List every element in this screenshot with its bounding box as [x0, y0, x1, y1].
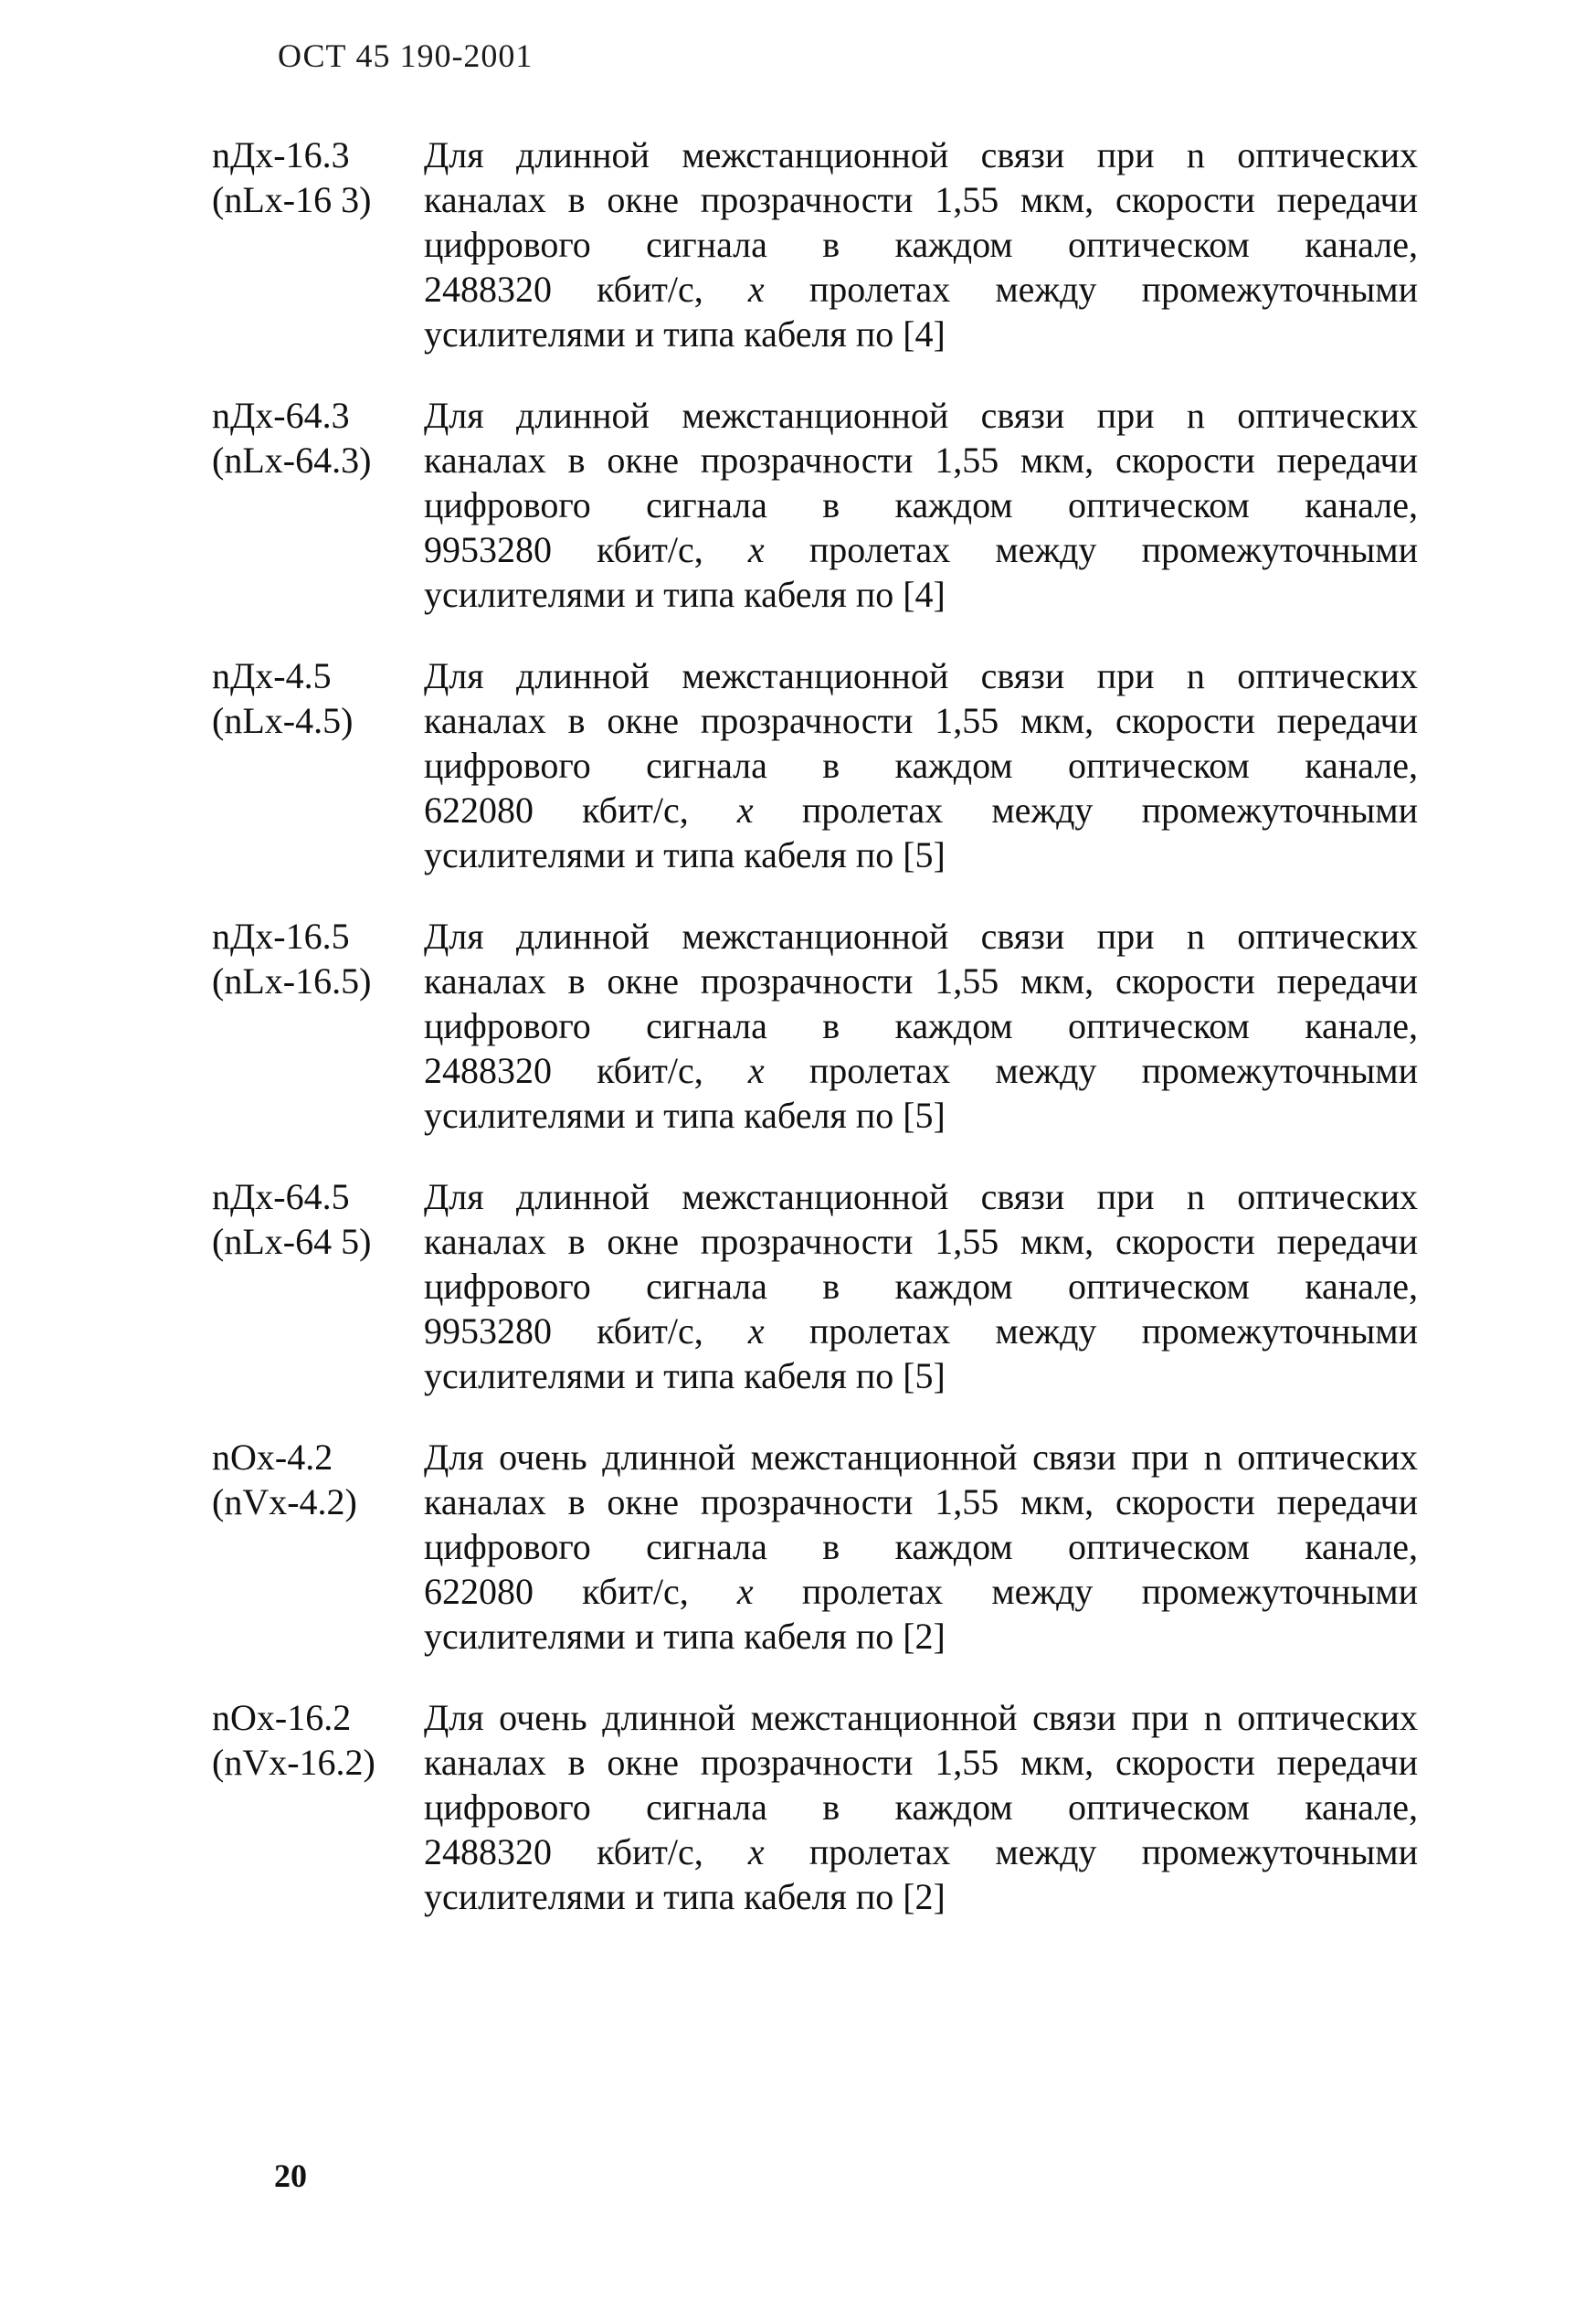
entry-code: [212, 1435, 424, 1524]
code-latin: (nLx-64.3): [212, 440, 372, 481]
code-latin: (nLx-16.5): [212, 960, 372, 1002]
description-line: цифрового сигнала в каждом оптическом канале,: [424, 1266, 1418, 1307]
description-line: цифрового сигнала в каждом оптическом канале,: [424, 1526, 1418, 1567]
description-line: каналах в окне прозрачности 1,55 мкм, скорости передачи: [424, 960, 1418, 1002]
description-line: 622080 кбит/с, x пролетах между промежуточными: [424, 790, 1418, 831]
description-line: Для длинной межстанционной связи при n оптических: [424, 655, 1418, 696]
document-code-header: ОСТ 45 190-2001: [278, 37, 534, 74]
entry-code: [212, 1174, 424, 1264]
description-line: цифрового сигнала в каждом оптическом канале,: [424, 224, 1418, 265]
variable-x: x: [736, 790, 754, 831]
entry-description: [424, 914, 1418, 1138]
description-line: Для длинной межстанционной связи при n оптических: [424, 134, 1418, 175]
code-latin: (nLx-64 5): [212, 1221, 372, 1262]
code-latin: (nLx-16 3): [212, 179, 372, 220]
variable-x: x: [747, 1050, 765, 1091]
description-line: цифрового сигнала в каждом оптическом канале,: [424, 1787, 1418, 1828]
description-line: каналах в окне прозрачности 1,55 мкм, скорости передачи: [424, 1221, 1418, 1262]
entry-description: [424, 393, 1418, 617]
description-line: Для длинной межстанционной связи при n оптических: [424, 1176, 1418, 1217]
entry-description: [424, 1695, 1418, 1919]
definition-entry: [212, 1174, 1418, 1398]
definition-list: [212, 133, 1418, 1956]
entry-description: [424, 1174, 1418, 1398]
description-line: Для очень длинной межстанционной связи при n оптических: [424, 1437, 1418, 1478]
description-line: усилителями и типа кабеля по [4]: [424, 313, 946, 355]
definition-entry: [212, 914, 1418, 1138]
entry-code: [212, 914, 424, 1003]
description-line: усилителями и типа кабеля по [5]: [424, 1355, 946, 1396]
description-line: каналах в окне прозрачности 1,55 мкм, скорости передачи: [424, 1481, 1418, 1522]
description-line: каналах в окне прозрачности 1,55 мкм, скорости передачи: [424, 440, 1418, 481]
code-latin: (nVx-4.2): [212, 1481, 357, 1522]
entry-code: [212, 653, 424, 743]
variable-x: x: [747, 529, 765, 570]
description-line: 2488320 кбит/с, x пролетах между промежуточными: [424, 269, 1418, 310]
code-latin: (nVx-16.2): [212, 1742, 375, 1783]
description-line: 9953280 кбит/с, x пролетах между промежуточными: [424, 1310, 1418, 1352]
description-line: цифрового сигнала в каждом оптическом канале,: [424, 1005, 1418, 1046]
entry-code: [212, 133, 424, 222]
code-russian: nДx-16.5: [212, 916, 350, 957]
description-line: 622080 кбит/с, x пролетах между промежуточными: [424, 1571, 1418, 1612]
description-line: цифрового сигнала в каждом оптическом канале,: [424, 745, 1418, 786]
code-russian: nДx-4.5: [212, 655, 332, 696]
description-line: усилителями и типа кабеля по [5]: [424, 1095, 946, 1136]
description-line: каналах в окне прозрачности 1,55 мкм, скорости передачи: [424, 1742, 1418, 1783]
description-line: 9953280 кбит/с, x пролетах между промежуточными: [424, 529, 1418, 570]
code-russian: nДx-64.3: [212, 395, 350, 436]
definition-entry: [212, 1695, 1418, 1919]
description-line: Для очень длинной межстанционной связи при n оптических: [424, 1697, 1418, 1738]
code-russian: nOx-16.2: [212, 1697, 352, 1738]
definition-entry: [212, 393, 1418, 617]
code-russian: nДx-64.5: [212, 1176, 350, 1217]
code-russian: nДx-16.3: [212, 134, 350, 175]
entry-code: [212, 1695, 424, 1785]
code-latin: (nLx-4.5): [212, 700, 354, 741]
variable-x: x: [747, 269, 765, 310]
description-line: 2488320 кбит/с, x пролетах между промежуточными: [424, 1831, 1418, 1872]
page-number: 20: [274, 2158, 307, 2194]
variable-x: x: [736, 1571, 754, 1612]
description-line: усилителями и типа кабеля по [2]: [424, 1616, 946, 1657]
definition-entry: [212, 653, 1418, 877]
description-line: усилителями и типа кабеля по [2]: [424, 1876, 946, 1917]
definition-entry: [212, 133, 1418, 356]
description-line: Для длинной межстанционной связи при n оптических: [424, 395, 1418, 436]
description-line: каналах в окне прозрачности 1,55 мкм, скорости передачи: [424, 179, 1418, 220]
description-line: цифрового сигнала в каждом оптическом канале,: [424, 484, 1418, 525]
entry-code: [212, 393, 424, 482]
code-russian: nOx-4.2: [212, 1437, 333, 1478]
description-line: 2488320 кбит/с, x пролетах между промежуточными: [424, 1050, 1418, 1091]
description-line: усилителями и типа кабеля по [5]: [424, 834, 946, 875]
variable-x: x: [747, 1831, 765, 1872]
entry-description: [424, 1435, 1418, 1659]
description-line: усилителями и типа кабеля по [4]: [424, 574, 946, 615]
variable-x: x: [747, 1310, 765, 1352]
description-line: каналах в окне прозрачности 1,55 мкм, скорости передачи: [424, 700, 1418, 741]
entry-description: [424, 653, 1418, 877]
entry-description: [424, 133, 1418, 356]
definition-entry: [212, 1435, 1418, 1659]
description-line: Для длинной межстанционной связи при n оптических: [424, 916, 1418, 957]
